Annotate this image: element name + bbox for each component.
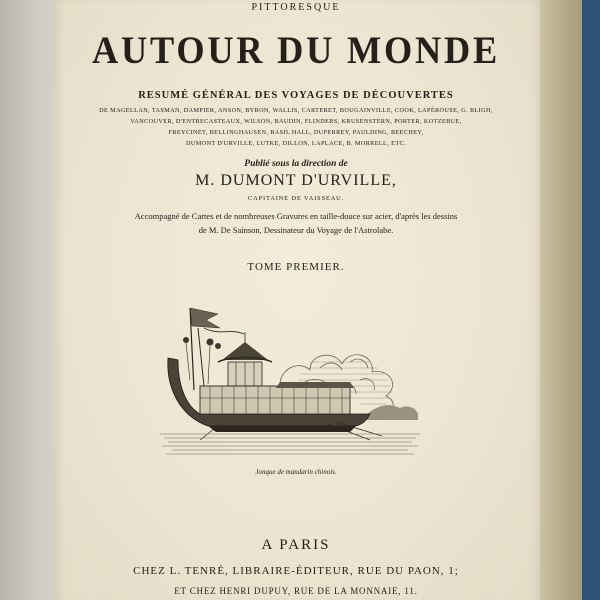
publisher-line-1: CHEZ L. TENRÉ, LIBRAIRE-ÉDITEUR, RUE DU PAON, 1; <box>133 565 459 577</box>
book-edge-strip <box>536 0 582 600</box>
city: A PARIS <box>261 537 331 553</box>
volume-label: TOME PREMIER. <box>247 261 345 273</box>
explorers-line-4: DUMONT D'URVILLE, LUTKE, DILLON, LAPLACE, B. MORRELL, ETC. <box>186 140 406 147</box>
explorers-line-1: DE MAGELLAN, TASMAN, DAMPIER, ANSON, BYRON, WALLIS, CARTERET, BOUGAINVILLE, COOK, LAPÉROUSE, G. BLIGH, <box>99 107 493 114</box>
distant-hills <box>365 405 418 420</box>
accompanied-line-2: de M. De Sainson, Dessinateur du Voyage de l'Astrolabe. <box>198 225 394 235</box>
published-under: Publié sous la direction de <box>244 159 348 169</box>
main-title: AUTOUR DU MONDE <box>92 29 500 72</box>
pavilion <box>218 332 272 386</box>
lanterns <box>183 337 221 384</box>
spear-pole <box>198 328 204 386</box>
hull-keel <box>208 426 356 432</box>
deck-house <box>200 382 354 416</box>
editor-title: CAPITAINE DE VAISSEAU. <box>247 195 345 202</box>
subtitle: RESUMÉ GÉNÉRAL DES VOYAGES DE DÉCOUVERTES <box>138 90 454 101</box>
water-lines <box>160 434 420 454</box>
top-word: PITTORESQUE <box>251 2 341 13</box>
explorers-line-2: VANCOUVER, D'ENTRECASTEAUX, WILSON, BAUDIN, FLINDERS, KRUSENSTERN, PORTER, KOTZEBUE, <box>130 118 462 125</box>
junk-engraving <box>160 298 420 466</box>
engraving-caption: Jonque de mandarin chinois. <box>255 468 337 476</box>
streamer <box>204 328 244 334</box>
editor-name: M. DUMONT D'URVILLE, <box>195 172 397 189</box>
explorers-line-3: FREYCINET, BELLINGHAUSEN, BASIL HALL, DUPERREY, PAULDING, BEECHEY, <box>168 129 424 136</box>
accompanied-line-1: Accompagné de Cartes et de nombreuses Gravures en taille-douce sur acier, d'après les dessins <box>134 211 458 221</box>
flag <box>190 308 220 328</box>
publisher-line-2: ET CHEZ HENRI DUPUY, RUE DE LA MONNAIE, 11. <box>174 586 418 596</box>
blue-cloth-edge <box>586 0 600 600</box>
